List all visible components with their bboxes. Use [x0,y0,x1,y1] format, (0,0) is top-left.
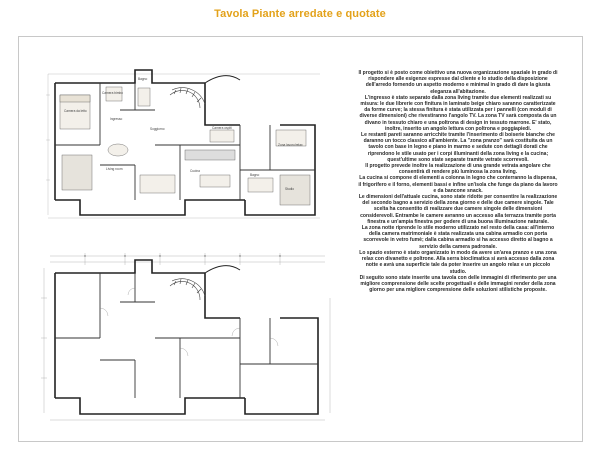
room-label-zona-lavoro: Zona lavoro/relax [278,143,303,147]
frame-bottom-line [18,441,582,442]
description-paragraph: L'ingresso è stato separato dalla zona living tramite due elementi realizzati su misura: le due librerie con finitura in laminato beige chiaro saranno caratterizzate da forme curve; la stessa finitura è stata utilizzata per i pannelli (con moduli di diverse dimensioni) che rivestiranno l'angolo TV. La zona TV sarà composta da un divano in tessuto chiaro e una poltrona di design in tessuto marrone. E' stato, inoltre, inserito un angolo lettura con poltrona e poggiapiedi. [359,94,557,132]
room-label-studio: Studio [285,187,295,191]
furnished-floor-plan [40,50,340,225]
room-label-soggiorno: Soggiorno [150,127,165,131]
room-label-camera-ospiti: Camera ospiti [212,126,232,130]
dimensioned-plan-drawing [40,238,340,428]
description-paragraph: Le dimensioni dell'attuale cucina, sono state ridotte per consentire la realizzazione del secondo bagno a servizio della zona giorno e delle due camere singole. Tale scelta ha consentito di realizzare due camere singole delle dimensioni considerevoli. Entrambe le camere avranno un accesso alla terrazza tramite porta finestra e un'ampia finestra per godere di una buona illuminazione naturale. [358,194,558,225]
bath-two-fixtures [248,178,273,192]
page-title: Tavola Piante arredate e quotate [214,8,386,20]
plan-two-staircase [170,279,205,300]
room-label-camera-matrimoniale: Camera da letto [64,109,87,113]
frame-top-line [18,36,582,37]
room-label-bagno: Bagno [138,77,148,81]
door-swings [100,288,278,356]
dimension-chains [41,253,330,420]
kitchen-island [200,175,230,187]
dimensioned-floor-plan [40,238,340,428]
room-label-bagno-two: Bagno [250,173,260,177]
dining-table [140,175,175,193]
furniture [60,87,310,205]
room-label-living: Living room [106,167,123,171]
project-description [358,70,558,293]
description-paragraph: La cucina si compone di elementi a colonna in legno che conterranno la dispensa, il frigorifero e il forno, elementi bassi e infine un'isola che funge da piano da lavoro e da bancone snack. [358,175,558,194]
frame-left-line [18,36,19,442]
description-paragraph: Le restanti pareti saranno arricchite tramite l'inserimento di boiserie bianche che daranno un tocco classico all'ambiente. La "zona pranzo" sarà costituita da un tavolo con base in legno e piano in marmo e sedute con dettagli dorati che riprendono le stile usato per i corpi illuminanti della zona living e la cucina; quest'ultime sono state separate tramite vetrate scorrevoli. [361,132,555,163]
description-paragraph: Di seguito sono state inserite una tavola con delle immagini di riferimento per una migliore comprensione delle scelte progettuali e delle immagini render della zona giorno per una migliore comprensione delle soluzioni stilistiche proposte. [359,274,557,294]
round-table [108,144,128,156]
room-label-cucina: Cucina [190,169,200,173]
plan-two-curved-wall [205,266,240,273]
curved-balcony-wall [205,76,240,83]
description-paragraph: La zona notte riprende lo stile moderno utilizzato nel resto della casa: all'interno della camera matrimoniale è stata realizzata una cabina armadio con porta scorrevole in vetro fumè; dalla cabina armadio si ha accesso diretto al bagno a servizio della camera padronale. [361,225,555,250]
spiral-staircase [170,88,205,108]
description-paragraph: Lo spazio esterno è stato organizzato in modo da avere un'area pranzo e una zona relax con divanetto e poltrone. Alla serra bioclimatica si avrà accesso dalla zona notte e avrà una superficie tale da poter inserire un angolo relax e un piccolo studio. [359,249,557,275]
description-paragraph: Il progetto si è posto come obiettivo una nuova organizzazione spaziale in grado di rispondere alle esigenze espresse dal cliente e lo studio della disposizione dell'arredo fornendo un aspetto moderno e minimal in grado di dare la giusta eleganza all'abitazione. [358,70,558,95]
kitchen-counter [185,150,235,160]
frame-right-line [582,36,583,442]
sofa-area [62,155,92,190]
room-label-camera-bimbo: Camera bimbo [102,91,123,95]
plan-two-interior-walls [55,273,318,398]
description-paragraph: Il progetto prevede inoltre la realizzazione di una grande vetrata angolare che consentirà di rendere più luminosa la zona living. [365,163,551,176]
bathroom-fixtures [138,88,150,106]
room-label-ingresso: Ingresso [110,117,123,121]
furnished-plan-drawing [40,50,340,225]
single-bed-a [210,130,234,142]
